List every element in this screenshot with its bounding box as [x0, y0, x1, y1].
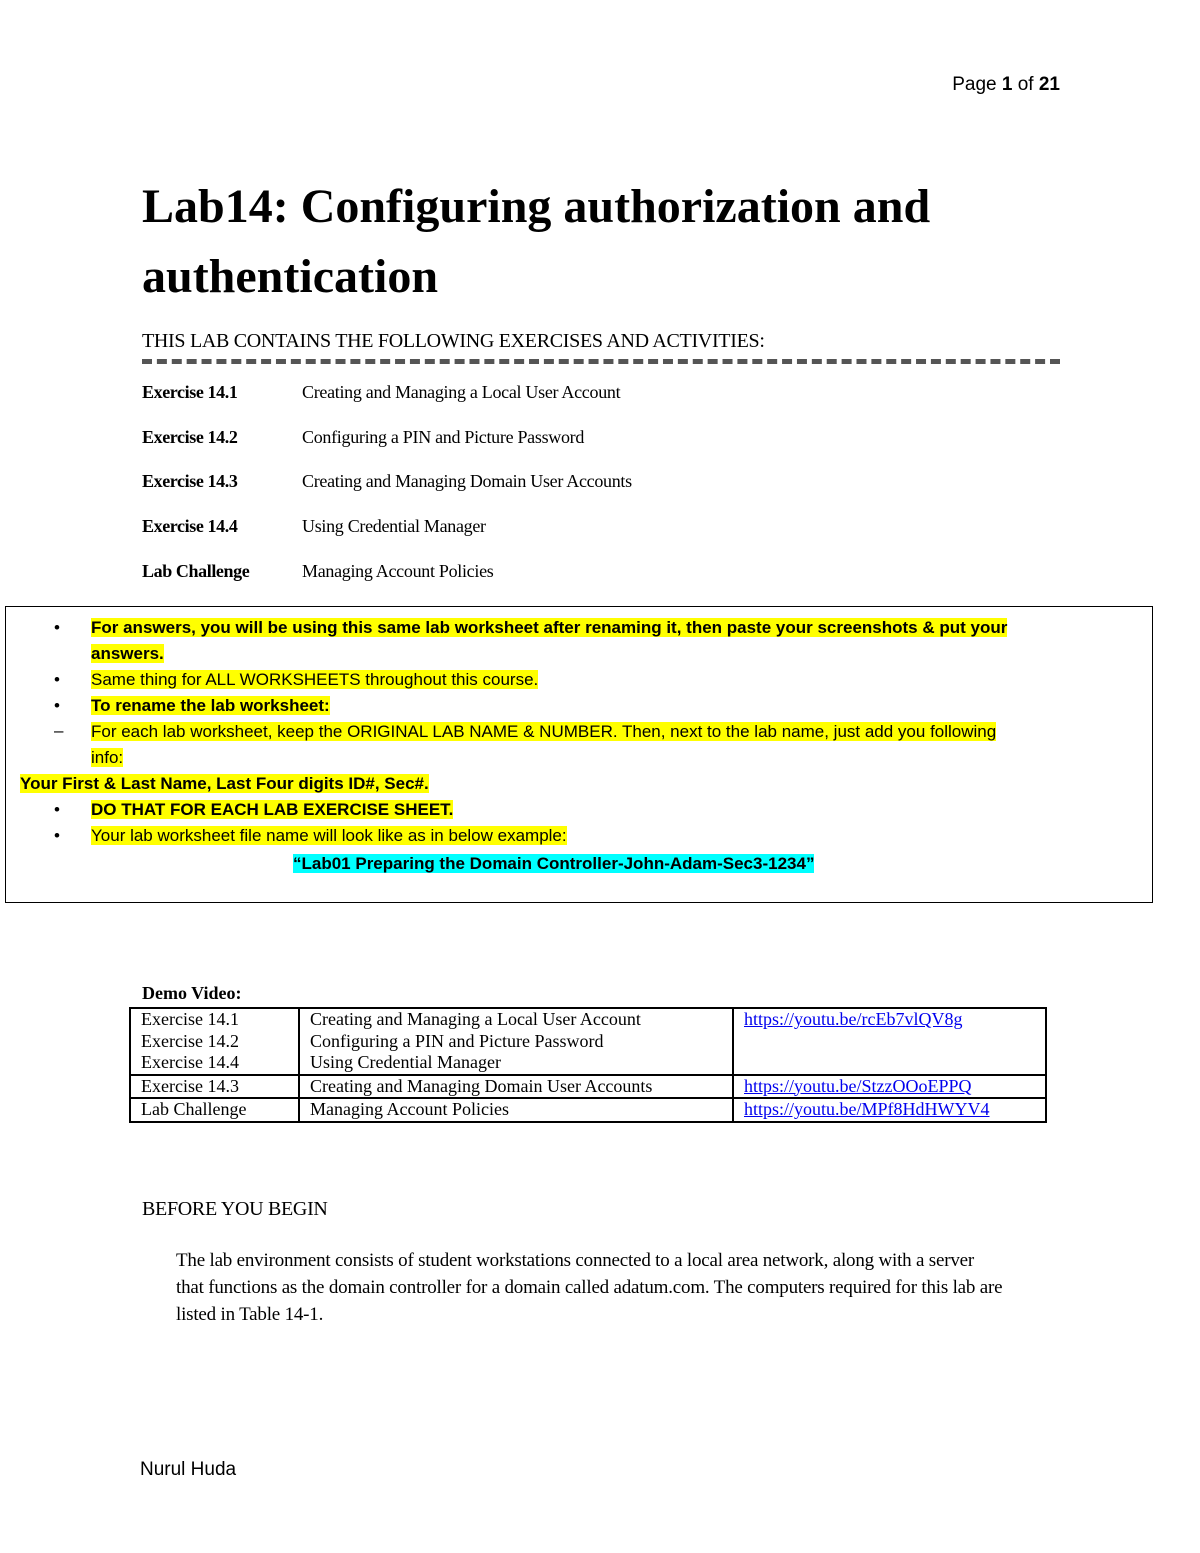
table-cell	[733, 1008, 1046, 1075]
exercise-row	[142, 382, 942, 427]
table-row	[130, 1008, 1046, 1075]
bullet-icon: •	[54, 696, 60, 715]
table-cell: Lab Challenge	[130, 1098, 299, 1122]
instruction-file-name: Your lab worksheet file name will look like as in below example:	[91, 826, 567, 845]
demo-video-label: Demo Video:	[142, 983, 242, 1003]
video-link[interactable]: https://youtu.be/rcEb7vlQV8g	[744, 1009, 963, 1029]
exercise-desc: Creating and Managing a Local User Account	[302, 382, 621, 402]
exercise-desc: Managing Account Policies	[302, 560, 494, 581]
table-cell	[733, 1098, 1046, 1122]
bullet-icon: •	[54, 618, 60, 637]
dash-icon: –	[54, 721, 64, 740]
table-cell: Exercise 14.3	[130, 1075, 299, 1099]
table-cell: Managing Account Policies	[299, 1098, 733, 1122]
instruction-answers: For answers, you will be using this same lab worksheet after renaming it, then paste your screenshots & put your answers.	[91, 618, 1008, 663]
instruction-each-sheet: DO THAT FOR EACH LAB EXERCISE SHEET.	[91, 800, 454, 819]
exercise-desc: Configuring a PIN and Picture Password	[302, 426, 585, 447]
page-number: Page 1 of 21	[952, 74, 1060, 95]
table-cell: Exercise 14.1 Exercise 14.2 Exercise 14.4	[130, 1008, 299, 1075]
demo-video-table	[129, 1007, 1047, 1123]
lab-environment-paragraph: The lab environment consists of student workstations connected to a local area network, along with a server that functions as the domain controller for a domain called adatum.com. The computers required for this lab are listed in Table 14-1.	[176, 1250, 1003, 1325]
footer-author: Nurul Huda	[140, 1459, 237, 1480]
table-row	[130, 1098, 1046, 1122]
instruction-name-format: Your First & Last Name, Last Four digits ID#, Sec#.	[20, 774, 429, 793]
exercise-desc: Creating and Managing Domain User Accounts	[302, 471, 632, 492]
table-cell	[733, 1075, 1046, 1099]
exercise-id: Exercise 14.3	[142, 471, 238, 492]
example-file-name: “Lab01 Preparing the Domain Controller-John-Adam-Sec3-1234”	[293, 854, 815, 873]
exercise-id: Lab Challenge	[142, 560, 250, 581]
exercise-row	[142, 427, 942, 472]
exercise-id: Exercise 14.2	[142, 426, 238, 447]
before-you-begin-heading: BEFORE YOU BEGIN	[142, 1198, 328, 1220]
exercises-subheading: THIS LAB CONTAINS THE FOLLOWING EXERCISES AND ACTIVITIES:	[142, 330, 1060, 364]
exercise-list	[142, 382, 942, 605]
bullet-icon: •	[54, 800, 60, 819]
table-row	[130, 1075, 1046, 1099]
exercise-row	[142, 516, 942, 561]
video-link[interactable]: https://youtu.be/StzzOOoEPPQ	[744, 1075, 972, 1096]
table-cell: Creating and Managing Domain User Accounts	[299, 1075, 733, 1099]
exercise-row	[142, 471, 942, 516]
exercise-row	[142, 561, 942, 606]
instruction-rename: To rename the lab worksheet:	[91, 696, 330, 715]
exercise-id: Exercise 14.4	[142, 516, 238, 537]
exercise-desc: Using Credential Manager	[302, 516, 486, 537]
instruction-all-worksheets: Same thing for ALL WORKSHEETS throughout this course.	[91, 670, 539, 689]
table-cell: Creating and Managing a Local User Account Configuring a PIN and Picture Password Using Credential Manager	[299, 1008, 733, 1075]
bullet-icon: •	[54, 826, 60, 845]
instruction-keep-name: For each lab worksheet, keep the ORIGINAL LAB NAME & NUMBER. Then, next to the lab name, just add you following info:	[91, 722, 997, 767]
video-link[interactable]: https://youtu.be/MPf8HdHWYV4	[744, 1099, 990, 1119]
page-title: Lab14: Configuring authorization and authentication	[142, 180, 931, 303]
instructions-box	[5, 606, 1153, 903]
bullet-icon: •	[54, 670, 60, 689]
exercise-id: Exercise 14.1	[142, 382, 238, 402]
